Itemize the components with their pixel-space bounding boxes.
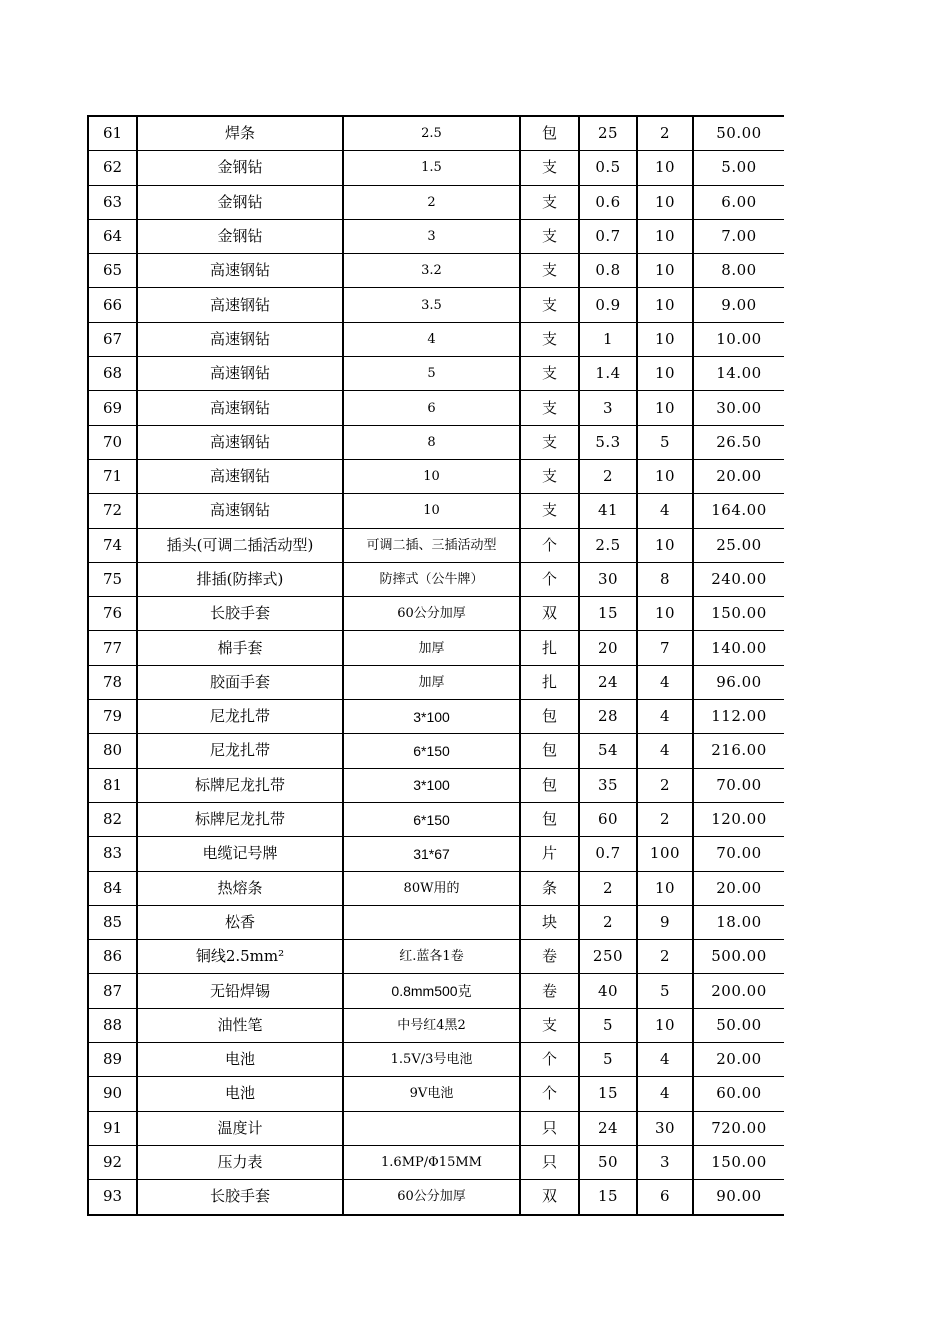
row-number-cell: 83 [88, 837, 137, 871]
table-row [88, 768, 784, 802]
unit-cell: 个 [520, 528, 579, 562]
unit-cell: 个 [520, 1077, 579, 1111]
item-spec-cell: 1.6MP/Φ15MM [343, 1145, 520, 1179]
quantity-cell: 4 [637, 1077, 693, 1111]
quantity-cell: 10 [637, 597, 693, 631]
item-name-cell: 松香 [137, 905, 343, 939]
quantity-cell: 2 [637, 940, 693, 974]
quantity-cell: 10 [637, 151, 693, 185]
table-row [88, 665, 784, 699]
unit-price-cell: 0.7 [579, 219, 637, 253]
amount-cell: 96.00 [693, 665, 784, 699]
unit-price-cell: 1 [579, 322, 637, 356]
table-row [88, 700, 784, 734]
unit-price-cell: 250 [579, 940, 637, 974]
row-number-cell: 65 [88, 254, 137, 288]
unit-cell: 包 [520, 802, 579, 836]
row-number-cell: 72 [88, 494, 137, 528]
quantity-cell: 2 [637, 802, 693, 836]
row-number-cell: 80 [88, 734, 137, 768]
unit-price-cell: 24 [579, 1111, 637, 1145]
unit-price-cell: 0.8 [579, 254, 637, 288]
item-name-cell: 棉手套 [137, 631, 343, 665]
item-spec-cell: 9V电池 [343, 1077, 520, 1111]
row-number-cell: 68 [88, 357, 137, 391]
table-row [88, 1077, 784, 1111]
unit-cell: 支 [520, 459, 579, 493]
table-row [88, 185, 784, 219]
unit-cell: 扎 [520, 665, 579, 699]
table-row [88, 1111, 784, 1145]
item-spec-cell: 4 [343, 322, 520, 356]
quantity-cell: 100 [637, 837, 693, 871]
item-spec-cell: 3.2 [343, 254, 520, 288]
unit-cell: 卷 [520, 940, 579, 974]
item-name-cell: 长胶手套 [137, 1180, 343, 1215]
item-spec-cell: 3*100 [343, 700, 520, 734]
item-spec-cell: 80W用的 [343, 871, 520, 905]
amount-cell: 60.00 [693, 1077, 784, 1111]
amount-cell: 140.00 [693, 631, 784, 665]
quantity-cell: 10 [637, 288, 693, 322]
unit-cell: 个 [520, 1043, 579, 1077]
unit-price-cell: 5 [579, 1043, 637, 1077]
item-name-cell: 排插(防摔式) [137, 562, 343, 596]
amount-cell: 7.00 [693, 219, 784, 253]
item-spec-cell: 2.5 [343, 116, 520, 151]
table-row [88, 597, 784, 631]
quantity-cell: 6 [637, 1180, 693, 1215]
quantity-cell: 4 [637, 734, 693, 768]
row-number-cell: 67 [88, 322, 137, 356]
item-name-cell: 电池 [137, 1043, 343, 1077]
row-number-cell: 93 [88, 1180, 137, 1215]
amount-cell: 18.00 [693, 905, 784, 939]
item-spec-cell: 加厚 [343, 665, 520, 699]
unit-cell: 支 [520, 425, 579, 459]
item-spec-cell: 加厚 [343, 631, 520, 665]
unit-price-cell: 24 [579, 665, 637, 699]
unit-price-cell: 0.7 [579, 837, 637, 871]
amount-cell: 70.00 [693, 837, 784, 871]
item-name-cell: 油性笔 [137, 1008, 343, 1042]
row-number-cell: 64 [88, 219, 137, 253]
unit-cell: 片 [520, 837, 579, 871]
row-number-cell: 62 [88, 151, 137, 185]
item-spec-cell: 防摔式（公牛牌） [343, 562, 520, 596]
table-row [88, 1145, 784, 1179]
unit-price-cell: 25 [579, 116, 637, 151]
unit-price-cell: 35 [579, 768, 637, 802]
row-number-cell: 77 [88, 631, 137, 665]
row-number-cell: 74 [88, 528, 137, 562]
table-row [88, 631, 784, 665]
quantity-cell: 10 [637, 185, 693, 219]
quantity-cell: 4 [637, 665, 693, 699]
unit-cell: 支 [520, 391, 579, 425]
item-spec-cell: 3 [343, 219, 520, 253]
unit-price-cell: 5.3 [579, 425, 637, 459]
item-spec-cell: 1.5 [343, 151, 520, 185]
item-spec-cell: 6*150 [343, 734, 520, 768]
amount-cell: 6.00 [693, 185, 784, 219]
item-name-cell: 金钢钻 [137, 151, 343, 185]
item-name-cell: 标牌尼龙扎带 [137, 802, 343, 836]
amount-cell: 8.00 [693, 254, 784, 288]
amount-cell: 20.00 [693, 459, 784, 493]
item-name-cell: 尼龙扎带 [137, 700, 343, 734]
unit-price-cell: 40 [579, 974, 637, 1008]
item-spec-cell [343, 1111, 520, 1145]
item-spec-cell: 可调二插、三插活动型 [343, 528, 520, 562]
quantity-cell: 10 [637, 391, 693, 425]
quantity-cell: 2 [637, 768, 693, 802]
amount-cell: 5.00 [693, 151, 784, 185]
quantity-cell: 4 [637, 700, 693, 734]
item-spec-cell: 3.5 [343, 288, 520, 322]
amount-cell: 200.00 [693, 974, 784, 1008]
table-row [88, 288, 784, 322]
amount-cell: 50.00 [693, 1008, 784, 1042]
unit-cell: 支 [520, 185, 579, 219]
row-number-cell: 89 [88, 1043, 137, 1077]
amount-cell: 500.00 [693, 940, 784, 974]
item-spec-cell: 60公分加厚 [343, 597, 520, 631]
quantity-cell: 5 [637, 425, 693, 459]
row-number-cell: 86 [88, 940, 137, 974]
row-number-cell: 91 [88, 1111, 137, 1145]
amount-cell: 10.00 [693, 322, 784, 356]
unit-cell: 支 [520, 288, 579, 322]
item-name-cell: 标牌尼龙扎带 [137, 768, 343, 802]
table-row [88, 357, 784, 391]
item-name-cell: 铜线2.5mm² [137, 940, 343, 974]
table-row [88, 940, 784, 974]
unit-cell: 只 [520, 1111, 579, 1145]
item-spec-cell: 60公分加厚 [343, 1180, 520, 1215]
quantity-cell: 10 [637, 357, 693, 391]
quantity-cell: 7 [637, 631, 693, 665]
amount-cell: 25.00 [693, 528, 784, 562]
table-row [88, 837, 784, 871]
amount-cell: 216.00 [693, 734, 784, 768]
unit-price-cell: 41 [579, 494, 637, 528]
amount-cell: 9.00 [693, 288, 784, 322]
unit-cell: 块 [520, 905, 579, 939]
unit-price-cell: 15 [579, 1180, 637, 1215]
item-name-cell: 高速钢钻 [137, 254, 343, 288]
quantity-cell: 10 [637, 322, 693, 356]
item-name-cell: 高速钢钻 [137, 425, 343, 459]
amount-cell: 20.00 [693, 871, 784, 905]
item-name-cell: 压力表 [137, 1145, 343, 1179]
amount-cell: 164.00 [693, 494, 784, 528]
unit-cell: 支 [520, 254, 579, 288]
row-number-cell: 78 [88, 665, 137, 699]
item-spec-cell: 31*67 [343, 837, 520, 871]
item-spec-cell [343, 905, 520, 939]
row-number-cell: 79 [88, 700, 137, 734]
table-row [88, 459, 784, 493]
table-row [88, 116, 784, 151]
quantity-cell: 3 [637, 1145, 693, 1179]
quantity-cell: 10 [637, 459, 693, 493]
unit-cell: 只 [520, 1145, 579, 1179]
item-name-cell: 长胶手套 [137, 597, 343, 631]
item-name-cell: 温度计 [137, 1111, 343, 1145]
unit-cell: 支 [520, 1008, 579, 1042]
row-number-cell: 87 [88, 974, 137, 1008]
table-body [88, 116, 784, 1215]
unit-price-cell: 60 [579, 802, 637, 836]
table-row [88, 151, 784, 185]
unit-cell: 支 [520, 494, 579, 528]
row-number-cell: 92 [88, 1145, 137, 1179]
unit-price-cell: 15 [579, 1077, 637, 1111]
row-number-cell: 66 [88, 288, 137, 322]
row-number-cell: 88 [88, 1008, 137, 1042]
row-number-cell: 82 [88, 802, 137, 836]
item-spec-cell: 6*150 [343, 802, 520, 836]
unit-cell: 条 [520, 871, 579, 905]
item-spec-cell: 中号红4黑2 [343, 1008, 520, 1042]
row-number-cell: 70 [88, 425, 137, 459]
table-row [88, 391, 784, 425]
table-row [88, 974, 784, 1008]
row-number-cell: 76 [88, 597, 137, 631]
item-name-cell: 无铅焊锡 [137, 974, 343, 1008]
unit-price-cell: 3 [579, 391, 637, 425]
unit-cell: 支 [520, 219, 579, 253]
unit-cell: 扎 [520, 631, 579, 665]
item-spec-cell: 2 [343, 185, 520, 219]
amount-cell: 150.00 [693, 597, 784, 631]
table-row [88, 1043, 784, 1077]
materials-table [87, 115, 784, 1216]
unit-cell: 支 [520, 151, 579, 185]
quantity-cell: 9 [637, 905, 693, 939]
item-name-cell: 高速钢钻 [137, 494, 343, 528]
unit-cell: 包 [520, 700, 579, 734]
unit-cell: 包 [520, 768, 579, 802]
row-number-cell: 81 [88, 768, 137, 802]
row-number-cell: 85 [88, 905, 137, 939]
table-row [88, 425, 784, 459]
item-spec-cell: 10 [343, 494, 520, 528]
unit-price-cell: 2 [579, 871, 637, 905]
item-spec-cell: 6 [343, 391, 520, 425]
unit-price-cell: 15 [579, 597, 637, 631]
item-name-cell: 高速钢钻 [137, 288, 343, 322]
unit-price-cell: 0.9 [579, 288, 637, 322]
amount-cell: 70.00 [693, 768, 784, 802]
amount-cell: 120.00 [693, 802, 784, 836]
table-row [88, 905, 784, 939]
quantity-cell: 8 [637, 562, 693, 596]
item-spec-cell: 0.8mm500克 [343, 974, 520, 1008]
quantity-cell: 30 [637, 1111, 693, 1145]
table-row [88, 528, 784, 562]
item-spec-cell: 红.蓝各1卷 [343, 940, 520, 974]
item-name-cell: 胶面手套 [137, 665, 343, 699]
item-spec-cell: 10 [343, 459, 520, 493]
table-row [88, 219, 784, 253]
unit-cell: 卷 [520, 974, 579, 1008]
unit-cell: 双 [520, 597, 579, 631]
amount-cell: 240.00 [693, 562, 784, 596]
row-number-cell: 75 [88, 562, 137, 596]
table-row [88, 322, 784, 356]
quantity-cell: 10 [637, 871, 693, 905]
unit-cell: 支 [520, 322, 579, 356]
row-number-cell: 90 [88, 1077, 137, 1111]
amount-cell: 112.00 [693, 700, 784, 734]
unit-price-cell: 50 [579, 1145, 637, 1179]
unit-cell: 包 [520, 116, 579, 151]
unit-price-cell: 20 [579, 631, 637, 665]
item-spec-cell: 8 [343, 425, 520, 459]
row-number-cell: 69 [88, 391, 137, 425]
unit-price-cell: 2.5 [579, 528, 637, 562]
quantity-cell: 10 [637, 219, 693, 253]
quantity-cell: 10 [637, 1008, 693, 1042]
unit-cell: 双 [520, 1180, 579, 1215]
quantity-cell: 4 [637, 494, 693, 528]
amount-cell: 20.00 [693, 1043, 784, 1077]
unit-price-cell: 5 [579, 1008, 637, 1042]
unit-cell: 个 [520, 562, 579, 596]
item-name-cell: 高速钢钻 [137, 322, 343, 356]
item-spec-cell: 5 [343, 357, 520, 391]
unit-price-cell: 54 [579, 734, 637, 768]
unit-price-cell: 28 [579, 700, 637, 734]
unit-price-cell: 0.5 [579, 151, 637, 185]
row-number-cell: 63 [88, 185, 137, 219]
quantity-cell: 5 [637, 974, 693, 1008]
unit-cell: 支 [520, 357, 579, 391]
amount-cell: 14.00 [693, 357, 784, 391]
quantity-cell: 2 [637, 116, 693, 151]
amount-cell: 26.50 [693, 425, 784, 459]
table-row [88, 802, 784, 836]
unit-cell: 包 [520, 734, 579, 768]
item-name-cell: 金钢钻 [137, 185, 343, 219]
unit-price-cell: 0.6 [579, 185, 637, 219]
table-row [88, 254, 784, 288]
table-row [88, 494, 784, 528]
unit-price-cell: 2 [579, 905, 637, 939]
item-name-cell: 高速钢钻 [137, 391, 343, 425]
item-spec-cell: 3*100 [343, 768, 520, 802]
amount-cell: 720.00 [693, 1111, 784, 1145]
row-number-cell: 84 [88, 871, 137, 905]
item-name-cell: 高速钢钻 [137, 357, 343, 391]
table-row [88, 562, 784, 596]
item-name-cell: 电池 [137, 1077, 343, 1111]
amount-cell: 150.00 [693, 1145, 784, 1179]
quantity-cell: 10 [637, 528, 693, 562]
item-name-cell: 尼龙扎带 [137, 734, 343, 768]
table-row [88, 871, 784, 905]
table-row [88, 1180, 784, 1215]
unit-price-cell: 2 [579, 459, 637, 493]
quantity-cell: 4 [637, 1043, 693, 1077]
item-name-cell: 焊条 [137, 116, 343, 151]
item-name-cell: 高速钢钻 [137, 459, 343, 493]
amount-cell: 50.00 [693, 116, 784, 151]
table-row [88, 734, 784, 768]
unit-price-cell: 1.4 [579, 357, 637, 391]
table-row [88, 1008, 784, 1042]
amount-cell: 30.00 [693, 391, 784, 425]
unit-price-cell: 30 [579, 562, 637, 596]
row-number-cell: 71 [88, 459, 137, 493]
item-name-cell: 插头(可调二插活动型) [137, 528, 343, 562]
quantity-cell: 10 [637, 254, 693, 288]
item-name-cell: 电缆记号牌 [137, 837, 343, 871]
item-spec-cell: 1.5V/3号电池 [343, 1043, 520, 1077]
row-number-cell: 61 [88, 116, 137, 151]
amount-cell: 90.00 [693, 1180, 784, 1215]
item-name-cell: 金钢钻 [137, 219, 343, 253]
item-name-cell: 热熔条 [137, 871, 343, 905]
